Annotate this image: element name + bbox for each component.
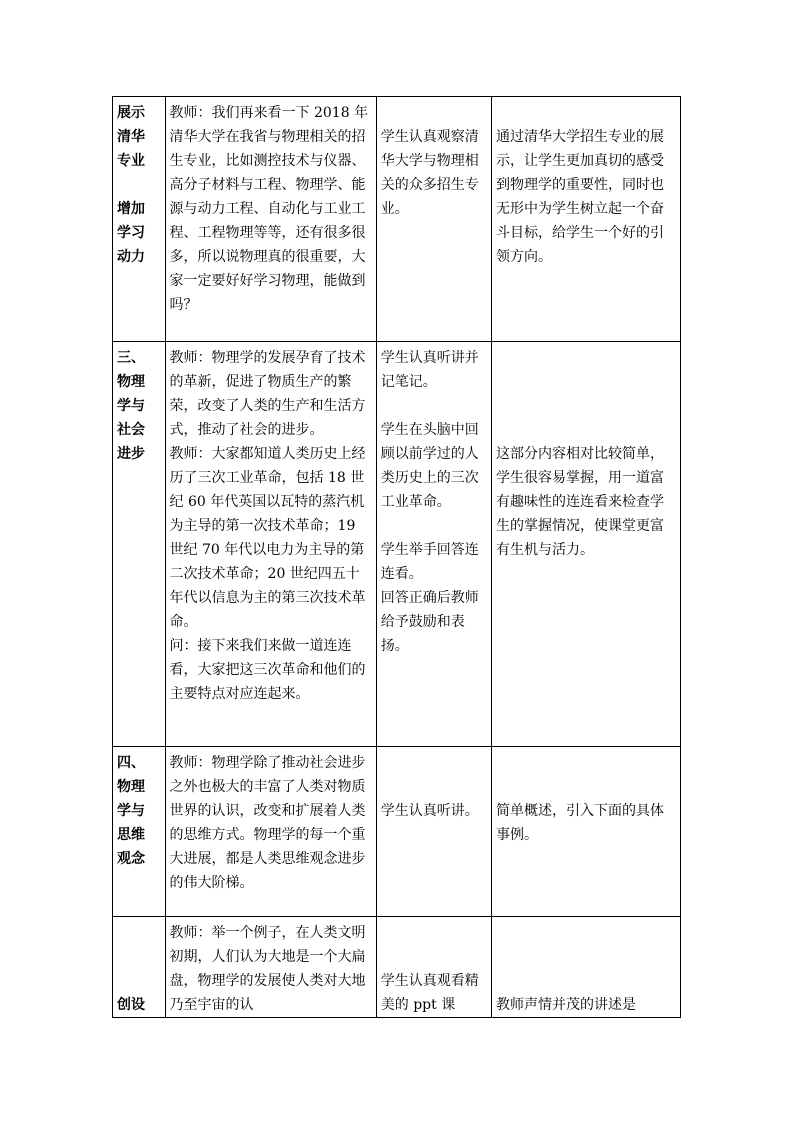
table-row	[113, 747, 681, 917]
student-activity-text: 学生认真听讲。	[380, 803, 479, 819]
table-row	[113, 342, 681, 747]
student-activity-cell	[376, 97, 491, 342]
design-intent-cell	[491, 917, 680, 1018]
student-activity-text: 学生举手回答连连看。	[380, 542, 479, 582]
stage-title-line: 清华	[117, 129, 145, 145]
stage-title-line: 增加	[117, 201, 145, 217]
stage-title-line: 动力	[117, 249, 145, 265]
teacher-activity-text: 教师：举一个例子，在人类文明初期，人们认为大地是一个大扁盘，物理学的发展使人类对大地乃至宇宙的认	[169, 925, 366, 1013]
teacher-activity-cell	[165, 917, 376, 1018]
lesson-plan-table	[112, 96, 681, 1018]
design-intent-cell	[491, 342, 680, 747]
student-activity-cell	[376, 342, 491, 747]
teacher-activity-text: 教师：物理学除了推动社会进步之外也极大的丰富了人类对物质世界的认识，改变和扩展着人类的思维方式。物理学的每一个重大进展，都是人类思维观念进步的伟大阶梯。	[169, 755, 366, 891]
teacher-activity-text: 教师：我们再来看一下 2018 年清华大学在我省与物理相关的招生专业，比如测控技术与仪器、高分子材料与工程、物理学、能源与动力工程、自动化与工业工程、工程物理等等，还有很多很多，所以说物理真的很重要，大家一定要好好学习物理，能做到吗？	[169, 105, 369, 313]
stage-cell	[113, 97, 166, 342]
design-intent-cell	[491, 747, 680, 917]
stage-title-line: 学与	[117, 803, 145, 819]
student-activity-text: 学生在头脑中回顾以前学过的人类历史上的三次工业革命。	[380, 422, 479, 510]
design-intent-cell	[491, 97, 680, 342]
stage-title	[117, 993, 161, 1017]
table-row	[113, 97, 681, 342]
stage-title-line: 三、	[117, 350, 145, 366]
stage-title	[117, 101, 161, 173]
stage-cell	[113, 747, 166, 917]
stage-title-line: 观念	[117, 851, 145, 867]
stage-title-line: 物理	[117, 779, 145, 795]
stage-title-line: 专业	[117, 153, 145, 169]
stage-title-line: 学与	[117, 398, 145, 414]
student-activity-text: 学生认真观看精美的 ppt 课	[380, 973, 479, 1013]
student-activity-text: 回答正确后教师给予鼓励和表扬。	[380, 590, 479, 654]
stage-cell	[113, 917, 166, 1018]
student-activity-cell	[376, 917, 491, 1018]
stage-title-line: 四、	[117, 755, 145, 771]
stage-title	[117, 346, 161, 466]
student-activity-text: 学生认真听讲并记笔记。	[380, 350, 479, 390]
stage-title-line: 创设	[117, 997, 145, 1013]
stage-title	[117, 751, 161, 871]
design-intent-text: 这部分内容相对比较简单，学生很容易掌握，用一道富有趣味性的连连看来检查学生的掌握情况，使课堂更富有生机与活力。	[495, 446, 664, 558]
design-intent-text: 简单概述，引入下面的具体事例。	[495, 803, 664, 843]
teacher-activity-cell	[165, 97, 376, 342]
teacher-activity-text: 教师：物理学的发展孕育了技术的革新，促进了物质生产的繁荣，改变了人类的生产和生活方式，推动了社会的进步。	[169, 350, 366, 438]
student-activity-text: 学生认真观察清华大学与物理相关的众多招生专业。	[380, 129, 479, 217]
stage-title-line: 展示	[117, 105, 145, 121]
teacher-activity-text: 问：接下来我们来做一道连连看，大家把这三次革命和他们的主要特点对应连起来。	[169, 638, 366, 702]
student-activity-cell	[376, 747, 491, 917]
teacher-activity-cell	[165, 747, 376, 917]
stage-title-line: 物理	[117, 374, 145, 390]
stage-cell	[113, 342, 166, 747]
teacher-activity-text: 教师：大家都知道人类历史上经历了三次工业革命，包括 18 世纪 60 年代英国以瓦特的蒸汽机为主导的第一次技术革命；19 世纪 70 年代以电力为主导的第二次技术革命；20 世纪四五十年代以信息为主的第三次技术革命。	[169, 446, 366, 630]
stage-title-line: 学习	[117, 225, 145, 241]
stage-title-line: 社会	[117, 422, 145, 438]
teacher-activity-cell	[165, 342, 376, 747]
stage-subtitle	[117, 197, 161, 269]
stage-title-line: 进步	[117, 446, 145, 462]
design-intent-text: 通过清华大学招生专业的展示，让学生更加真切的感受到物理学的重要性，同时也无形中为学生树立起一个奋斗目标，给学生一个好的引领方向。	[495, 129, 664, 265]
design-intent-text: 教师声情并茂的讲述是	[495, 997, 636, 1013]
stage-title-line: 思维	[117, 827, 145, 843]
table-row	[113, 917, 681, 1018]
